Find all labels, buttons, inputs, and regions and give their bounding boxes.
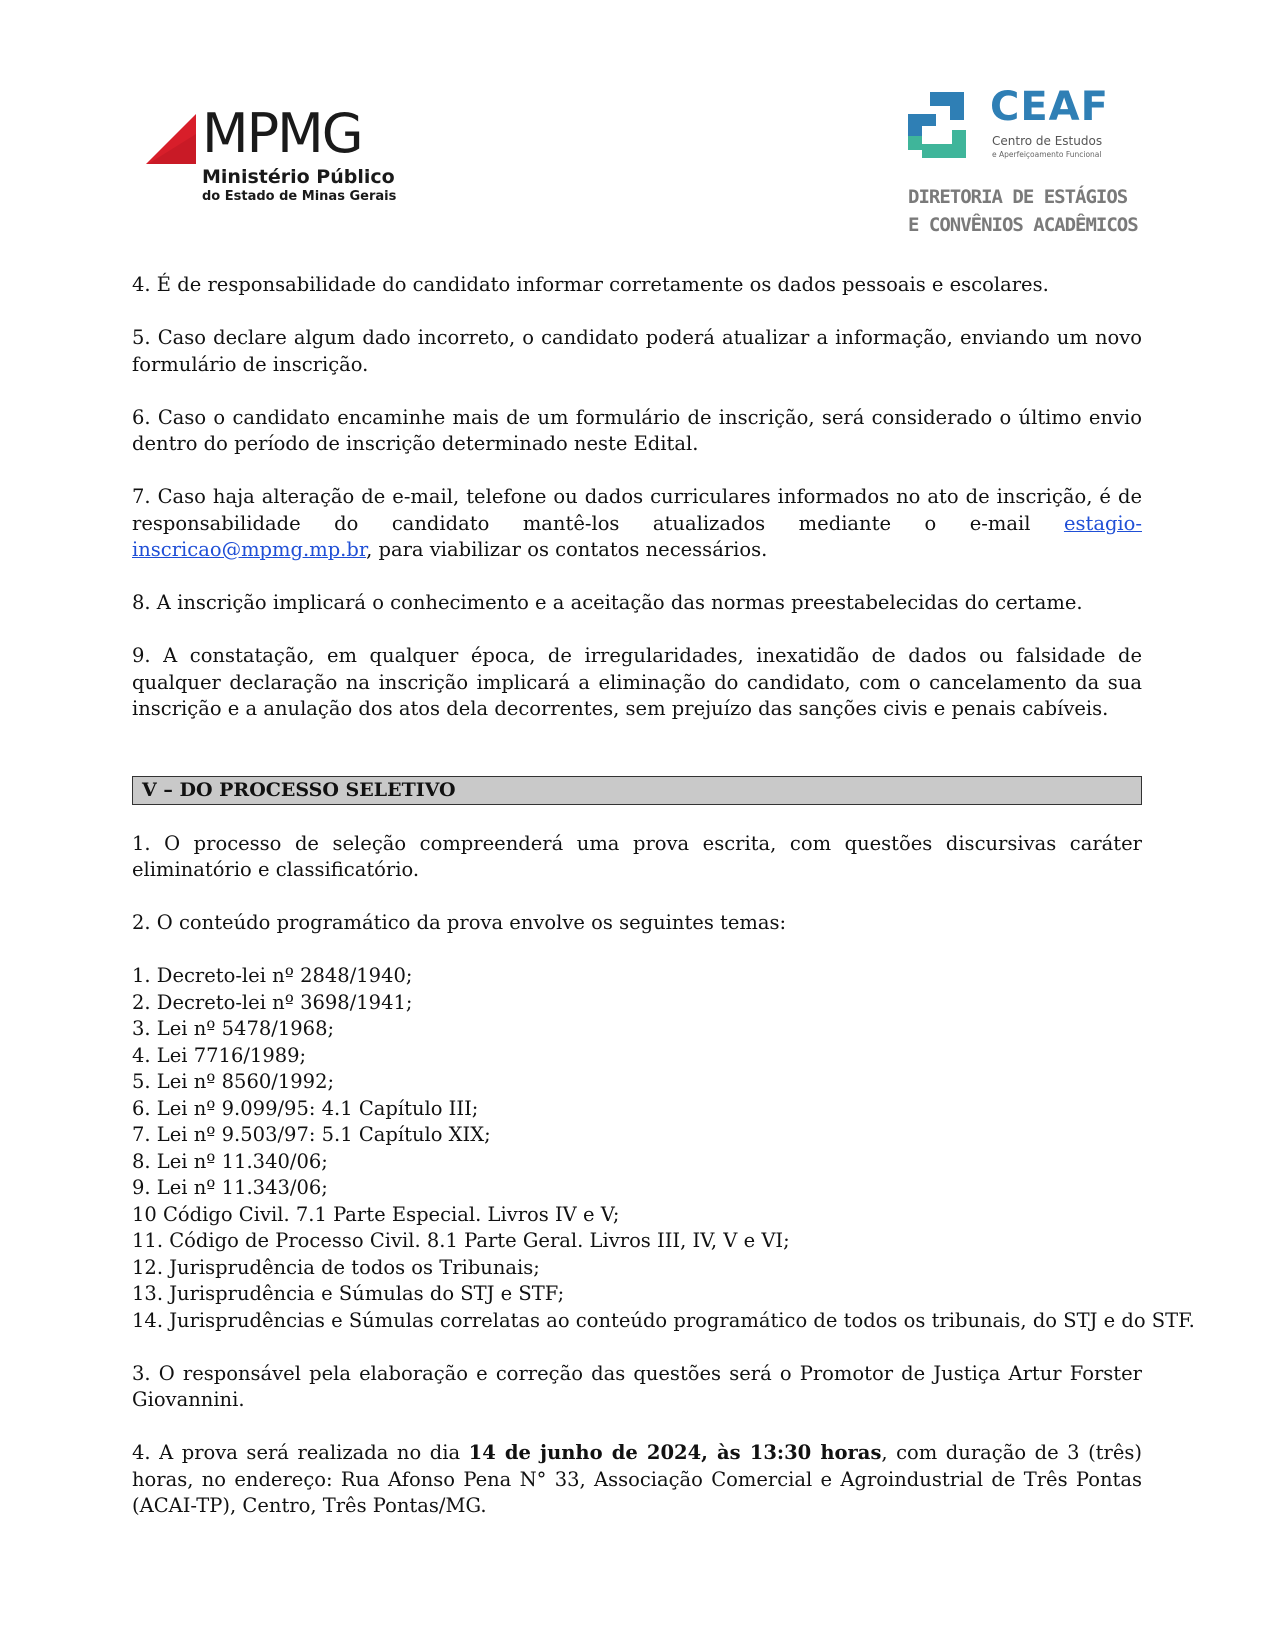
ceaf-logo — [908, 84, 1158, 240]
topics-list — [132, 963, 1195, 1334]
list-item: 1. Decreto-lei nº 2848/1940; — [132, 964, 413, 987]
list-item: 2. Decreto-lei nº 3698/1941; — [132, 990, 413, 1014]
paragraph-7 — [132, 484, 1142, 564]
ceaf-acronym: CEAF — [990, 84, 1109, 130]
paragraph-4: 4. É de responsabilidade do candidato informar corretamente os dados pessoais e escolares. — [132, 273, 1049, 296]
department-line-1: DIRETORIA DE ESTÁGIOS — [908, 186, 1128, 208]
section-item-3: 3. O responsável pela elaboração e correção das questões será o Promotor de Justiça Artur Forster Giovannini. — [132, 1361, 1142, 1411]
list-item: 11. Código de Processo Civil. 8.1 Parte Geral. Livros III, IV, V e VI; — [132, 1229, 790, 1252]
list-item: 10 Código Civil. 7.1 Parte Especial. Livros IV e V; — [132, 1202, 620, 1226]
list-item: 7. Lei nº 9.503/97: 5.1 Capítulo XIX; — [132, 1123, 491, 1146]
paragraph-6: 6. Caso o candidato encaminhe mais de um formulário de inscrição, será considerado o último envio dentro do período de inscrição determinado neste Edital. — [132, 405, 1142, 455]
paragraph-7-text-a: 7. Caso haja alteração de e-mail, telefone ou dados curriculares informados no ato de inscrição, é de responsabilidade do candidato mantê-los atualizados mediante o e-mail — [132, 485, 1142, 535]
list-item: 14. Jurisprudências e Súmulas correlatas ao conteúdo programático de todos os tribunais, do STJ e do STF. — [132, 1308, 1195, 1332]
section-item-2: 2. O conteúdo programático da prova envolve os seguintes temas: — [132, 911, 787, 934]
ceaf-subtitle-2: e Aperfeiçoamento Funcional — [992, 150, 1102, 159]
paragraph-9: 9. A constatação, em qualquer época, de irregularidades, inexatidão de dados ou falsidade de qualquer declaração na inscrição implicará a eliminação do candidato, com o cancelamento da sua inscrição e a anulação dos atos dela decorrentes, sem prejuízo das sanções civis e penais cabíveis. — [132, 644, 1142, 720]
list-item: 6. Lei nº 9.099/95: 4.1 Capítulo III; — [132, 1096, 479, 1120]
ceaf-subtitle-1: Centro de Estudos — [992, 134, 1103, 148]
section-item-4 — [132, 1440, 1142, 1520]
section-item-1: 1. O processo de seleção compreenderá uma prova escrita, com questões discursivas caráter eliminatório e classificatório. — [132, 831, 1142, 881]
department-line-2: E CONVÊNIOS ACADÊMICOS — [908, 214, 1138, 236]
paragraph-7-text-b: , para viabilizar os contatos necessários. — [366, 538, 768, 561]
mpmg-logo — [146, 102, 416, 208]
exam-date-time: 14 de junho de 2024, às 13:30 horas — [468, 1441, 882, 1464]
list-item: 8. Lei nº 11.340/06; — [132, 1149, 328, 1173]
mpmg-acronym: MPMG — [202, 102, 362, 165]
ceaf-mark-icon — [908, 92, 980, 162]
document-body — [132, 272, 1195, 1520]
email-link[interactable]: estagio-inscricao@mpmg.mp.br — [132, 511, 1142, 561]
section-item-4-text-b: , com duração de 3 (três) horas, no endereço: Rua Afonso Pena N° 33, Associação Comercial e Agroindustrial de Três Pontas (ACAI-TP), Centro, Três Pontas/MG. — [132, 1441, 1142, 1517]
mpmg-name-line2: do Estado de Minas Gerais — [202, 189, 397, 204]
section-heading: V – DO PROCESSO SELETIVO — [132, 776, 1142, 805]
mpmg-name-line1: Ministério Público — [202, 166, 395, 188]
section-item-4-text-a: 4. A prova será realizada no dia — [132, 1441, 469, 1464]
paragraph-8: 8. A inscrição implicará o conhecimento e a aceitação das normas preestabelecidas do certame. — [132, 591, 1083, 614]
list-item: 13. Jurisprudência e Súmulas do STJ e STF; — [132, 1282, 565, 1305]
list-item: 4. Lei 7716/1989; — [132, 1043, 307, 1067]
list-item: 3. Lei nº 5478/1968; — [132, 1017, 335, 1040]
paragraph-5: 5. Caso declare algum dado incorreto, o candidato poderá atualizar a informação, enviando um novo formulário de inscrição. — [132, 326, 1142, 376]
list-item: 12. Jurisprudência de todos os Tribunais; — [132, 1255, 540, 1279]
list-item: 9. Lei nº 11.343/06; — [132, 1176, 328, 1199]
mpmg-red-triangle-icon — [146, 114, 206, 166]
list-item: 5. Lei nº 8560/1992; — [132, 1070, 335, 1093]
